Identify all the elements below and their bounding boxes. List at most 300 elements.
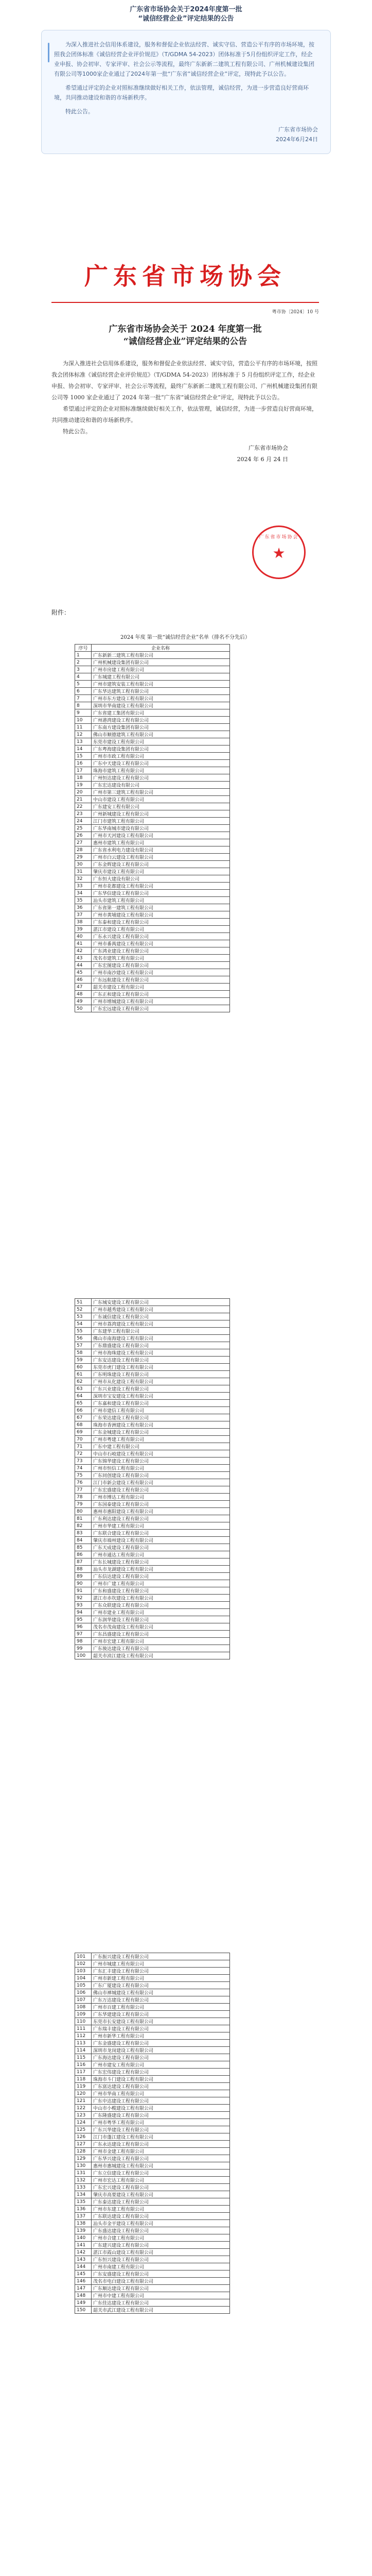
table-row bbox=[75, 1573, 230, 1580]
company-name: 广东华兴建设工程有限公司 bbox=[92, 2155, 230, 2162]
table-row bbox=[75, 2307, 230, 2314]
row-number: 40 bbox=[75, 933, 92, 940]
row-number: 61 bbox=[75, 1371, 92, 1378]
column-header-number: 序号 bbox=[75, 645, 92, 652]
row-number: 3 bbox=[75, 666, 92, 673]
row-number: 84 bbox=[75, 1537, 92, 1544]
table-row bbox=[75, 2032, 230, 2040]
row-number: 99 bbox=[75, 1645, 92, 1652]
row-number: 25 bbox=[75, 825, 92, 832]
row-number: 112 bbox=[75, 2032, 92, 2040]
letterhead-org-name: 广东省市场协会 bbox=[84, 262, 286, 290]
company-name: 广东顺达建设工程有限公司 bbox=[92, 2285, 230, 2292]
table-row bbox=[75, 2206, 230, 2213]
company-name: 佛山市顺德建筑工程有限公司 bbox=[92, 731, 230, 738]
company-name: 广州市房建工程有限公司 bbox=[92, 666, 230, 673]
row-number: 129 bbox=[75, 2155, 92, 2162]
row-number: 10 bbox=[75, 717, 92, 724]
table-row bbox=[75, 1989, 230, 1996]
table-row bbox=[75, 2083, 230, 2090]
company-name: 广州市广建工程有限公司 bbox=[92, 1580, 230, 1587]
row-number: 127 bbox=[75, 2141, 92, 2148]
row-number: 48 bbox=[75, 991, 92, 998]
row-number: 68 bbox=[75, 1421, 92, 1429]
company-name: 广东泰达建设工程有限公司 bbox=[92, 2198, 230, 2206]
table-row bbox=[75, 1631, 230, 1638]
row-number: 46 bbox=[75, 976, 92, 984]
row-number: 90 bbox=[75, 1580, 92, 1587]
company-name: 广州市新华工程有限公司 bbox=[92, 2032, 230, 2040]
table-row bbox=[75, 2155, 230, 2162]
row-number: 9 bbox=[75, 709, 92, 717]
table-header-row bbox=[75, 645, 230, 652]
row-number: 133 bbox=[75, 2184, 92, 2191]
table-row bbox=[75, 1982, 230, 1989]
table-row bbox=[75, 911, 230, 919]
table-row bbox=[75, 1975, 230, 1982]
company-name: 广东华南城市建设有限公司 bbox=[92, 825, 230, 832]
letterhead-red-line bbox=[51, 302, 319, 303]
notice-title-line1: 广东省市场协会关于2024年度第一批 bbox=[130, 6, 242, 13]
company-name: 佛山市南海建设工程有限公司 bbox=[92, 1335, 230, 1342]
table-row bbox=[75, 789, 230, 796]
company-name: 广东永兴建设工程有限公司 bbox=[92, 933, 230, 940]
company-name: 广东隆盛建设工程有限公司 bbox=[92, 2112, 230, 2119]
notice-paragraph: 希望通过评定的企业对照标准继续做好相关工作，依法管理，诚信经营，为进一步营造良好营商环境，共同推动建设和谐的市场新秩序。 bbox=[54, 84, 309, 101]
row-number: 11 bbox=[75, 724, 92, 731]
company-name: 广东恒大建设有限公司 bbox=[92, 875, 230, 883]
row-number: 91 bbox=[75, 1587, 92, 1595]
company-name: 汕头市金平建设工程有限公司 bbox=[92, 2220, 230, 2227]
row-number: 147 bbox=[75, 2285, 92, 2292]
row-number: 136 bbox=[75, 2206, 92, 2213]
company-name: 广州市花都建设工程有限公司 bbox=[92, 883, 230, 890]
company-name: 广东国泰建设工程有限公司 bbox=[92, 1501, 230, 1508]
notice-title-line2: “诚信经营企业”评定结果的公告 bbox=[138, 15, 234, 23]
company-name: 广州市白云建设工程有限公司 bbox=[92, 854, 230, 861]
table-row bbox=[75, 998, 230, 1005]
company-name: 广州市通达工程有限公司 bbox=[92, 1551, 230, 1558]
table-row bbox=[75, 2270, 230, 2278]
table-row bbox=[75, 796, 230, 803]
company-name: 珠海市斗门建设工程有限公司 bbox=[92, 2076, 230, 2083]
company-name: 广东广厦建设工程有限公司 bbox=[92, 1982, 230, 1989]
row-number: 73 bbox=[75, 1458, 92, 1465]
row-number: 1 bbox=[75, 652, 92, 659]
row-number: 20 bbox=[75, 789, 92, 796]
company-name: 东莞市虎门建设工程有限公司 bbox=[92, 1364, 230, 1371]
row-number: 36 bbox=[75, 904, 92, 911]
table-row bbox=[75, 1421, 230, 1429]
company-name: 广州新城建设工程有限公司 bbox=[92, 810, 230, 818]
table-row bbox=[75, 2040, 230, 2047]
row-number: 56 bbox=[75, 1335, 92, 1342]
table-row bbox=[75, 767, 230, 774]
row-number: 105 bbox=[75, 1982, 92, 1989]
table-row bbox=[75, 2184, 230, 2191]
table-row bbox=[75, 2105, 230, 2112]
table-row bbox=[75, 745, 230, 753]
company-table bbox=[75, 644, 230, 1012]
company-name: 广东联达建设工程有限公司 bbox=[92, 2213, 230, 2220]
row-number: 34 bbox=[75, 890, 92, 897]
row-number: 70 bbox=[75, 1436, 92, 1443]
table-row bbox=[75, 1551, 230, 1558]
row-number: 119 bbox=[75, 2083, 92, 2090]
table-row bbox=[75, 681, 230, 688]
company-name: 广州市宏建工程有限公司 bbox=[92, 1638, 230, 1645]
notice-paragraph: 为深入推进社会信用体系建设，服务和督促企业依法经营、诚实守信、营造公平有序的市场环境，按照我会团体标准《诚信经营企业评价规范》（T/GDMA 54-2023）团体标准于5月份组织评定工作，经企业申报、协会初审、专家评审、社会公示等流程，最终广东新新二建筑工程有限公司、广州机械建设集团有限公司等1000家企业通过了2024年第一批“广东省”诚信经营企业”评定，现特此予以公告。 bbox=[54, 41, 314, 77]
notice-paragraph: 特此公告。 bbox=[65, 108, 94, 115]
row-number: 65 bbox=[75, 1400, 92, 1407]
row-number: 124 bbox=[75, 2119, 92, 2126]
row-number: 28 bbox=[75, 846, 92, 854]
table-row bbox=[75, 1638, 230, 1645]
table-row bbox=[75, 1602, 230, 1609]
company-name: 茂名市建筑工程有限公司 bbox=[92, 955, 230, 962]
company-name: 广东金辉建设工程有限公司 bbox=[92, 861, 230, 868]
company-name: 广东南方建设集团有限公司 bbox=[92, 724, 230, 731]
row-number: 81 bbox=[75, 1515, 92, 1522]
notice-date: 2024年6月24日 bbox=[276, 136, 318, 143]
table-row bbox=[75, 659, 230, 666]
row-number: 125 bbox=[75, 2126, 92, 2133]
row-number: 59 bbox=[75, 1357, 92, 1364]
company-name: 广东建华工程有限公司 bbox=[92, 1328, 230, 1335]
company-name: 肇庆市建设工程有限公司 bbox=[92, 868, 230, 875]
table-row bbox=[75, 652, 230, 659]
table-row bbox=[75, 1299, 230, 1306]
row-number: 15 bbox=[75, 753, 92, 760]
company-name: 广东骏达建设工程有限公司 bbox=[92, 1645, 230, 1652]
table-row bbox=[75, 1005, 230, 1012]
table-row bbox=[75, 1960, 230, 1968]
table-row bbox=[75, 810, 230, 818]
company-name: 广州市建信工程有限公司 bbox=[92, 1407, 230, 1414]
table-row bbox=[75, 695, 230, 702]
company-name: 广东联合建设工程有限公司 bbox=[92, 1530, 230, 1537]
table-row bbox=[75, 1436, 230, 1443]
table-row bbox=[75, 1953, 230, 1960]
table-row bbox=[75, 1544, 230, 1551]
table-row bbox=[75, 1472, 230, 1479]
table-row bbox=[75, 825, 230, 832]
company-name: 广州市恒信工程有限公司 bbox=[92, 1465, 230, 1472]
company-name: 广东瑞丰建设工程有限公司 bbox=[92, 2025, 230, 2032]
row-number: 22 bbox=[75, 803, 92, 810]
row-number: 134 bbox=[75, 2191, 92, 2198]
company-name: 广东华建建设工程有限公司 bbox=[92, 2011, 230, 2018]
table-row bbox=[75, 1393, 230, 1400]
table-row bbox=[75, 731, 230, 738]
company-name: 东莞市建设工程有限公司 bbox=[92, 738, 230, 745]
row-number: 79 bbox=[75, 1501, 92, 1508]
company-name: 广东泰和建设工程有限公司 bbox=[92, 919, 230, 926]
row-number: 18 bbox=[75, 774, 92, 782]
table-row bbox=[75, 1508, 230, 1515]
row-number: 6 bbox=[75, 688, 92, 695]
company-name: 广东粤海建设集团有限公司 bbox=[92, 745, 230, 753]
table-row bbox=[75, 969, 230, 976]
row-number: 117 bbox=[75, 2069, 92, 2076]
row-number: 13 bbox=[75, 738, 92, 745]
table-row bbox=[75, 2025, 230, 2032]
table-row bbox=[75, 1458, 230, 1465]
row-number: 29 bbox=[75, 854, 92, 861]
company-name: 广东宏伟建设工程有限公司 bbox=[92, 2069, 230, 2076]
company-name: 广州市百建工程有限公司 bbox=[92, 2004, 230, 2011]
table-row bbox=[75, 2292, 230, 2299]
company-name: 茂名市茂南建设工程有限公司 bbox=[92, 1623, 230, 1631]
company-name: 深圳市龙岗建设工程有限公司 bbox=[92, 2047, 230, 2054]
company-name: 广东省水利电力建设有限公司 bbox=[92, 846, 230, 854]
official-document bbox=[51, 258, 319, 562]
company-name: 广东天成建设工程有限公司 bbox=[92, 1544, 230, 1551]
table-row bbox=[75, 702, 230, 709]
company-name: 珠海市建筑工程有限公司 bbox=[92, 767, 230, 774]
table-row bbox=[75, 1349, 230, 1357]
company-name: 广州市华南工程有限公司 bbox=[92, 2090, 230, 2097]
row-number: 144 bbox=[75, 2263, 92, 2270]
table-row bbox=[75, 1385, 230, 1393]
table-row bbox=[75, 1587, 230, 1595]
company-name: 广东宏图建设工程有限公司 bbox=[92, 962, 230, 969]
company-name: 广州市天河建设工程有限公司 bbox=[92, 832, 230, 839]
row-number: 132 bbox=[75, 2177, 92, 2184]
table-row bbox=[75, 962, 230, 969]
row-number: 130 bbox=[75, 2162, 92, 2170]
table-row bbox=[75, 1580, 230, 1587]
table-row bbox=[75, 1443, 230, 1450]
row-number: 145 bbox=[75, 2270, 92, 2278]
company-name: 广东永达建设工程有限公司 bbox=[92, 2141, 230, 2148]
row-number: 94 bbox=[75, 1609, 92, 1616]
table-row bbox=[75, 1652, 230, 1659]
company-name: 中山市石岐建设工程有限公司 bbox=[92, 1450, 230, 1458]
table-row bbox=[75, 2148, 230, 2155]
row-number: 66 bbox=[75, 1407, 92, 1414]
company-name: 广东宏盛建设工程有限公司 bbox=[92, 1486, 230, 1494]
table-row bbox=[75, 666, 230, 673]
row-number: 97 bbox=[75, 1631, 92, 1638]
company-name: 广州市荔湾建设工程有限公司 bbox=[92, 1320, 230, 1328]
company-name: 广州市中建工程有限公司 bbox=[92, 2292, 230, 2299]
company-name: 广东华信建设工程有限公司 bbox=[92, 890, 230, 897]
company-name: 广东富达建设工程有限公司 bbox=[92, 2083, 230, 2090]
company-name: 广州市番禺建设工程有限公司 bbox=[92, 940, 230, 947]
table-row bbox=[75, 904, 230, 911]
table-row bbox=[75, 2133, 230, 2141]
row-number: 16 bbox=[75, 760, 92, 767]
row-number: 100 bbox=[75, 1652, 92, 1659]
row-number: 141 bbox=[75, 2242, 92, 2249]
table-row bbox=[75, 1371, 230, 1378]
table-row bbox=[75, 2220, 230, 2227]
company-name: 惠州市建筑工程有限公司 bbox=[92, 839, 230, 846]
row-number: 42 bbox=[75, 947, 92, 955]
company-name: 湛江市建设工程有限公司 bbox=[92, 926, 230, 933]
table-row bbox=[75, 991, 230, 998]
company-name: 广东建兴建设工程有限公司 bbox=[92, 2242, 230, 2249]
row-number: 7 bbox=[75, 695, 92, 702]
row-number: 137 bbox=[75, 2213, 92, 2220]
table-row bbox=[75, 1342, 230, 1349]
document-paragraph: 为深入推进社会信用体系建设，服务和督促企业依法经营、诚实守信，营造公平有序的市场环境，按照我会团体标准《诚信经营企业评价规范》（T/GDMA 54-2023）团体标准于 5 月份组织评定工作，经企业申报、协会初审、专家评审、社会公示等流程，最终广东新新二建筑工程有限公司、广州机械建设集团有限公司等 1000 家企业通过了 2024 年第一批“广东省”诚信经营企业”评定，现特此予以公告。 bbox=[51, 360, 317, 401]
table-row bbox=[75, 868, 230, 875]
row-number: 17 bbox=[75, 767, 92, 774]
table-row bbox=[75, 760, 230, 767]
company-name: 广州机械建设集团有限公司 bbox=[92, 659, 230, 666]
company-name: 广东中达建设工程有限公司 bbox=[92, 2097, 230, 2105]
table-row bbox=[75, 2278, 230, 2285]
notice-header bbox=[0, 0, 372, 24]
table-row bbox=[75, 976, 230, 984]
row-number: 110 bbox=[75, 2018, 92, 2025]
row-number: 50 bbox=[75, 1005, 92, 1012]
table-row bbox=[75, 1400, 230, 1407]
document-paragraph: 希望通过评定的企业对照标准继续做好相关工作，依法管理，诚信经营，为进一步营造良好营商环境，共同推动建设和谐的市场新秩序。 bbox=[51, 405, 317, 423]
company-name: 广州市市政工程有限公司 bbox=[92, 753, 230, 760]
table-row bbox=[75, 782, 230, 789]
table-row bbox=[75, 1407, 230, 1414]
table-row bbox=[75, 738, 230, 745]
table-row bbox=[75, 709, 230, 717]
row-number: 120 bbox=[75, 2090, 92, 2097]
company-name: 广东城建工程有限公司 bbox=[92, 673, 230, 681]
company-name: 广东金城建设工程有限公司 bbox=[92, 1429, 230, 1436]
row-number: 37 bbox=[75, 911, 92, 919]
row-number: 43 bbox=[75, 955, 92, 962]
table-row bbox=[75, 2263, 230, 2270]
document-title-line1: 广东省市场协会关于 2024 年度第一批 bbox=[109, 324, 262, 334]
table-row bbox=[75, 832, 230, 839]
table-row bbox=[75, 2249, 230, 2256]
row-number: 108 bbox=[75, 2004, 92, 2011]
table-row bbox=[75, 2126, 230, 2133]
row-number: 128 bbox=[75, 2148, 92, 2155]
company-name: 广州市从化建设工程有限公司 bbox=[92, 1378, 230, 1385]
company-name: 深圳市宝安建设工程有限公司 bbox=[92, 1393, 230, 1400]
company-name: 广州市建安工程有限公司 bbox=[92, 2061, 230, 2069]
table-row bbox=[75, 688, 230, 695]
row-number: 80 bbox=[75, 1508, 92, 1515]
company-name: 肇庆市端州建设工程有限公司 bbox=[92, 1537, 230, 1544]
company-name: 韶关市浈江建设工程有限公司 bbox=[92, 1652, 230, 1659]
table-row bbox=[75, 717, 230, 724]
company-name: 中山市建设工程有限公司 bbox=[92, 796, 230, 803]
table-row bbox=[75, 926, 230, 933]
company-name: 广东嘉和建设工程有限公司 bbox=[92, 1400, 230, 1407]
company-name: 广东鼎盛建设工程有限公司 bbox=[92, 1342, 230, 1349]
company-name: 广州恒达建设工程有限公司 bbox=[92, 774, 230, 782]
row-number: 76 bbox=[75, 1479, 92, 1486]
company-name: 广东宏远建设工程有限公司 bbox=[92, 1005, 230, 1012]
row-number: 139 bbox=[75, 2227, 92, 2234]
company-name: 广东众联建设工程有限公司 bbox=[92, 1602, 230, 1609]
table-row bbox=[75, 919, 230, 926]
document-signature-org: 广东省市场协会 bbox=[249, 445, 288, 451]
row-number: 101 bbox=[75, 1953, 92, 1960]
row-number: 47 bbox=[75, 984, 92, 991]
company-name: 广东利达建设工程有限公司 bbox=[92, 1515, 230, 1522]
row-number: 51 bbox=[75, 1299, 92, 1306]
row-number: 143 bbox=[75, 2256, 92, 2263]
row-number: 8 bbox=[75, 702, 92, 709]
company-name: 广东兴华建设工程有限公司 bbox=[92, 2126, 230, 2133]
row-number: 60 bbox=[75, 1364, 92, 1371]
document-paragraph: 特此公告。 bbox=[63, 428, 91, 435]
company-name: 广州市越秀建设工程有限公司 bbox=[92, 1306, 230, 1313]
row-number: 32 bbox=[75, 875, 92, 883]
table-row bbox=[75, 1364, 230, 1371]
company-name: 广东盛达建设工程有限公司 bbox=[92, 2227, 230, 2234]
company-name: 广州市博达工程有限公司 bbox=[92, 1494, 230, 1501]
row-number: 104 bbox=[75, 1975, 92, 1982]
row-number: 123 bbox=[75, 2112, 92, 2119]
row-number: 109 bbox=[75, 2011, 92, 2018]
company-name: 茂名市电白建设工程有限公司 bbox=[92, 2278, 230, 2285]
row-number: 102 bbox=[75, 1960, 92, 1968]
row-number: 58 bbox=[75, 1349, 92, 1357]
company-name: 广州市粤建工程有限公司 bbox=[92, 1436, 230, 1443]
company-table bbox=[75, 1298, 230, 1659]
table-row bbox=[75, 2047, 230, 2054]
company-name: 广东华达建筑工程有限公司 bbox=[92, 688, 230, 695]
table-row bbox=[75, 1357, 230, 1364]
company-name: 广东润华建设工程有限公司 bbox=[92, 1616, 230, 1623]
row-number: 103 bbox=[75, 1968, 92, 1975]
company-name: 江门市蓬江建设工程有限公司 bbox=[92, 2133, 230, 2141]
table-row bbox=[75, 2011, 230, 2018]
table-row bbox=[75, 1515, 230, 1522]
company-name: 深圳市华南建设工程有限公司 bbox=[92, 702, 230, 709]
table-row bbox=[75, 2198, 230, 2206]
company-name: 广州市东方建设工程有限公司 bbox=[92, 695, 230, 702]
table-row bbox=[75, 940, 230, 947]
seal-star-icon: ★ bbox=[272, 545, 286, 562]
table-row bbox=[75, 2097, 230, 2105]
table-row bbox=[75, 1609, 230, 1616]
row-number: 149 bbox=[75, 2299, 92, 2307]
company-name: 广东明珠建设工程有限公司 bbox=[92, 1371, 230, 1378]
row-number: 118 bbox=[75, 2076, 92, 2083]
company-name: 肇庆市高要建设工程有限公司 bbox=[92, 2191, 230, 2198]
table-row bbox=[75, 1306, 230, 1313]
row-number: 71 bbox=[75, 1443, 92, 1450]
row-number: 126 bbox=[75, 2133, 92, 2141]
document-date: 2024 年 6 月 24 日 bbox=[237, 456, 288, 463]
table-row bbox=[75, 1494, 230, 1501]
company-name: 中山市小榄建设工程有限公司 bbox=[92, 2105, 230, 2112]
row-number: 106 bbox=[75, 1989, 92, 1996]
table-row bbox=[75, 2242, 230, 2249]
table-row bbox=[75, 2256, 230, 2263]
table-row bbox=[75, 1414, 230, 1421]
row-number: 85 bbox=[75, 1544, 92, 1551]
document-number: 粤市协〔2024〕10 号 bbox=[272, 310, 319, 315]
row-number: 38 bbox=[75, 919, 92, 926]
company-name: 广东远航建设工程有限公司 bbox=[92, 976, 230, 984]
company-table bbox=[75, 1953, 230, 2314]
company-name: 广东省建工集团有限公司 bbox=[92, 709, 230, 717]
official-seal bbox=[252, 526, 306, 579]
table-row bbox=[75, 2285, 230, 2292]
company-name: 韶关市建设工程有限公司 bbox=[92, 984, 230, 991]
company-name: 广州港湾建设工程有限公司 bbox=[92, 717, 230, 724]
company-name: 广东中建工程有限公司 bbox=[92, 1443, 230, 1450]
company-name: 广州市城建工程有限公司 bbox=[92, 1960, 230, 1968]
company-name: 江门市新会建设工程有限公司 bbox=[92, 1479, 230, 1486]
